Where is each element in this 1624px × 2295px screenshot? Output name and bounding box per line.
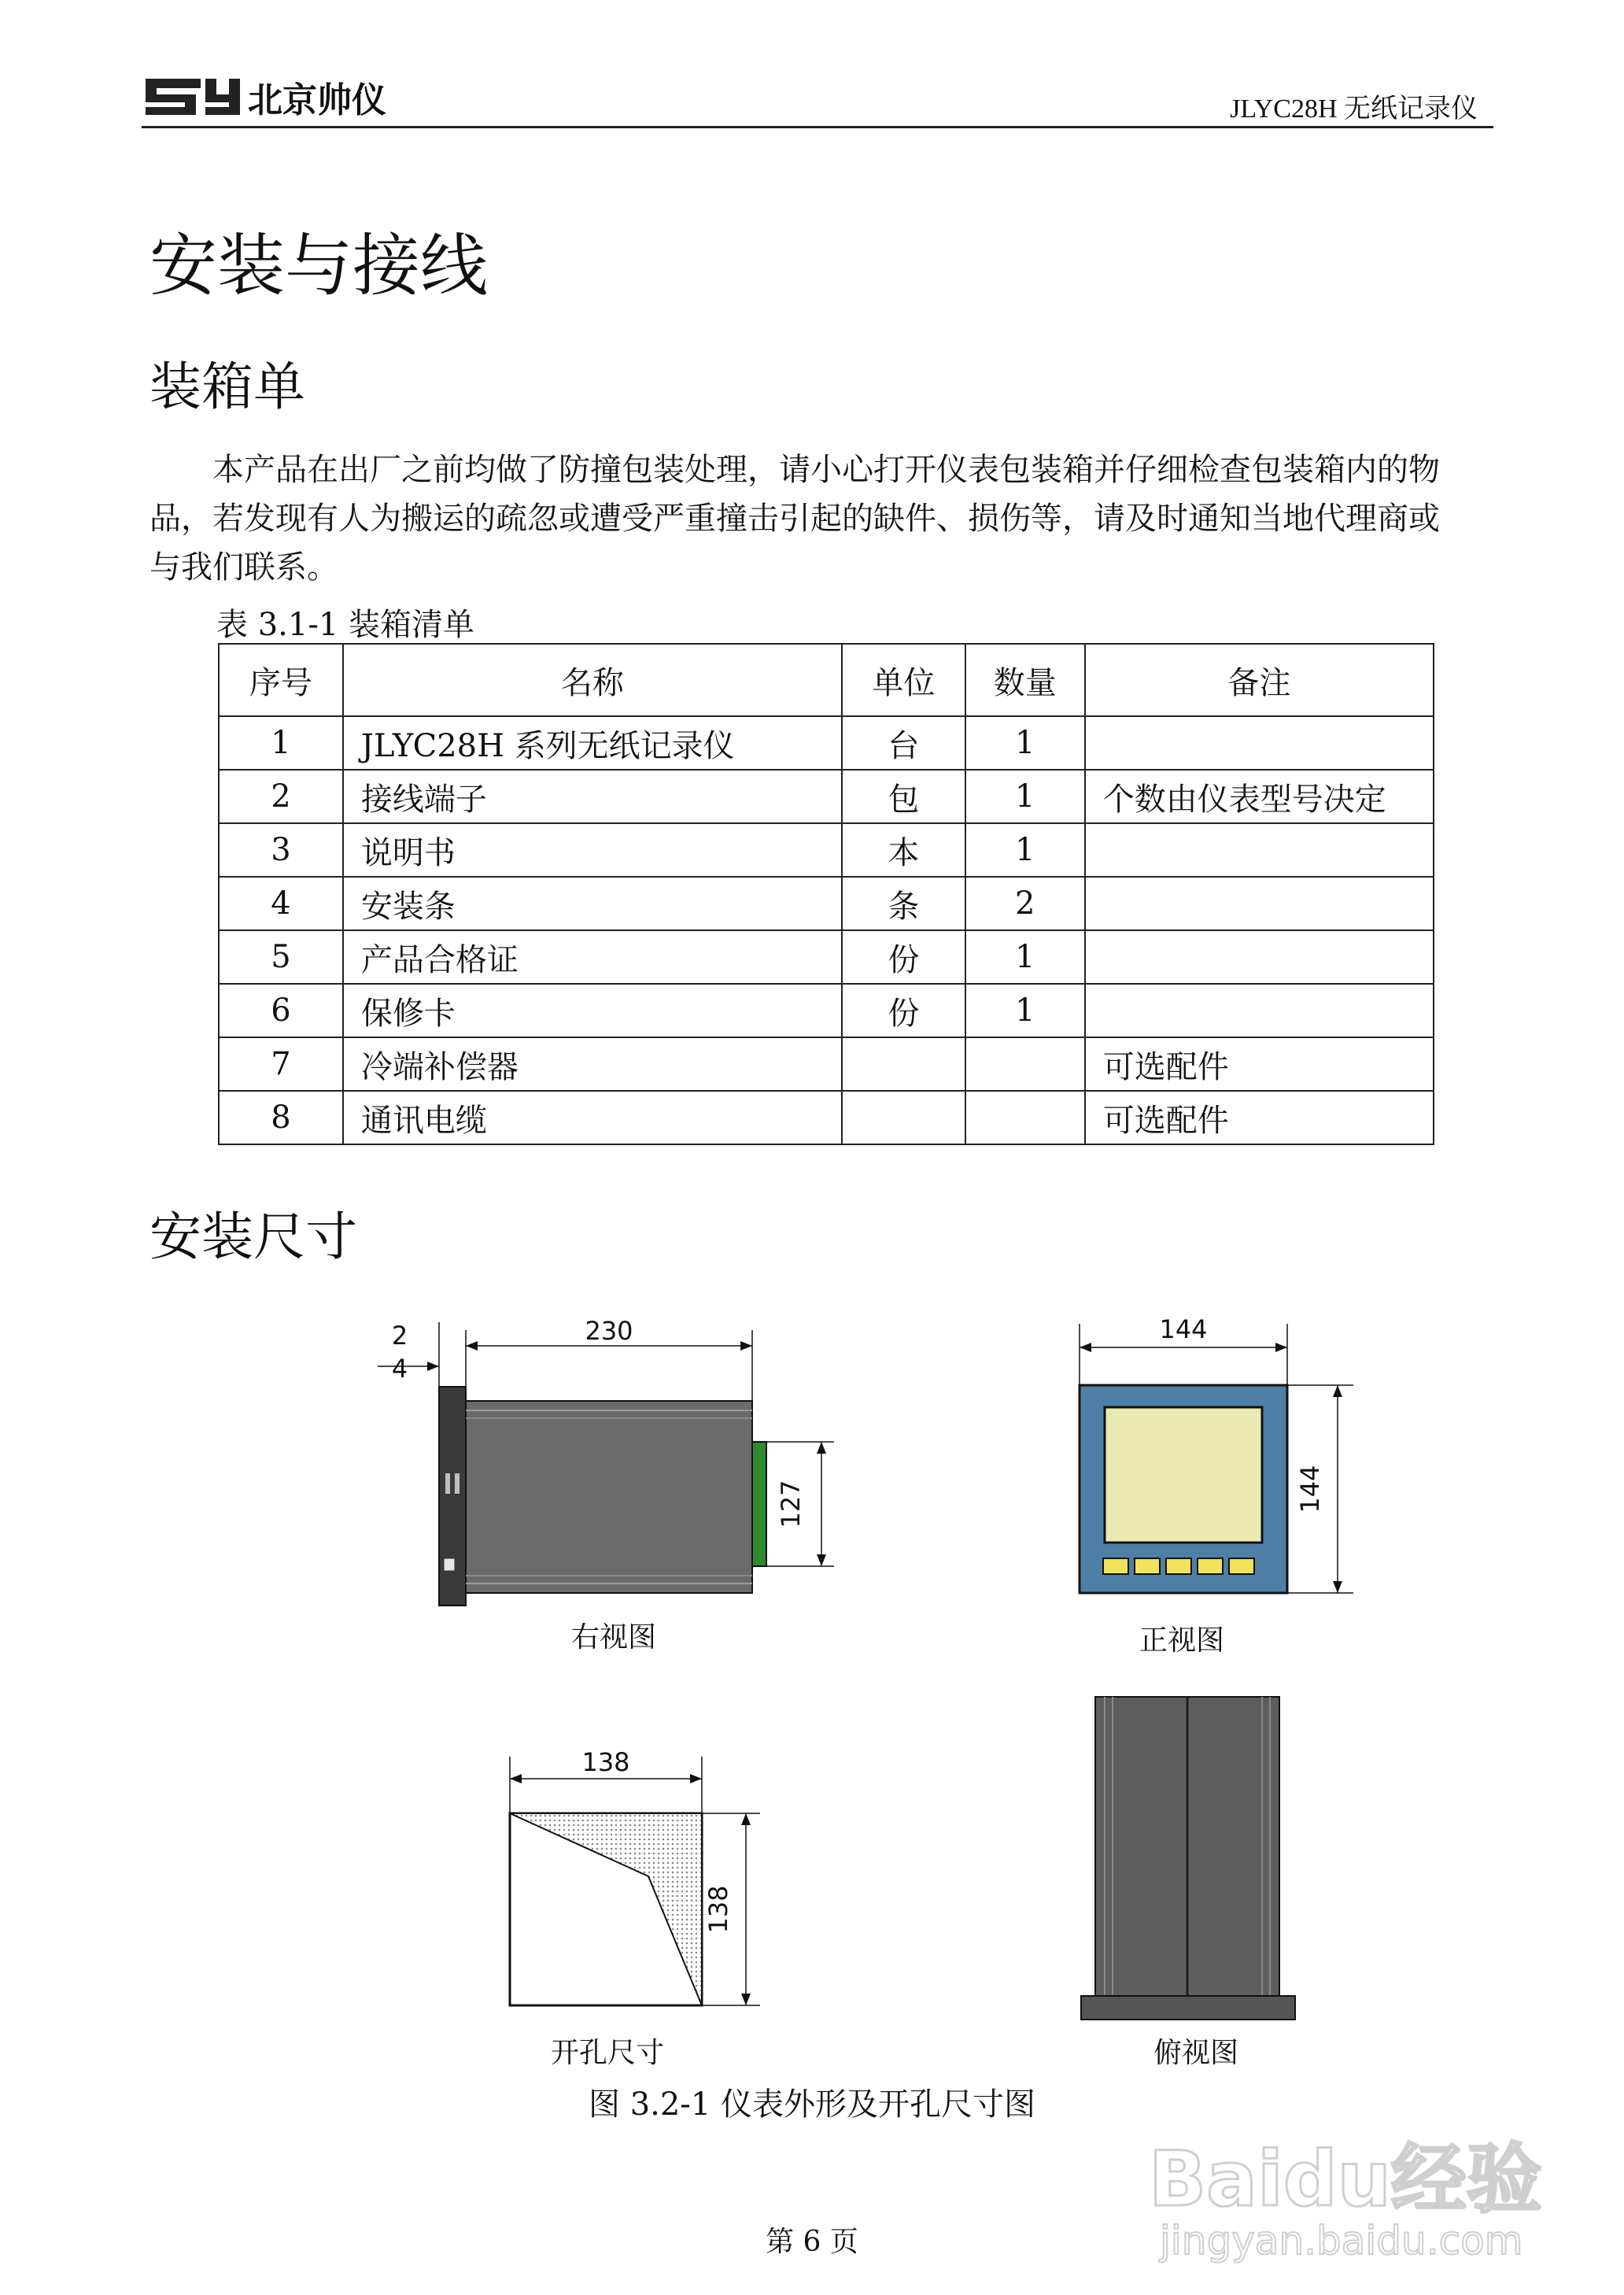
front-button <box>1166 1558 1191 1574</box>
front-screen <box>1105 1407 1262 1543</box>
cell-note <box>1085 984 1434 1037</box>
table-row <box>219 823 1434 877</box>
cutout-view <box>510 1747 760 2069</box>
front-button <box>1135 1558 1160 1574</box>
cell-index: 3 <box>219 823 343 877</box>
side-terminal-block <box>752 1442 766 1566</box>
front-view <box>1080 1314 1353 1657</box>
company-logo <box>146 72 429 120</box>
cell-qty: 1 <box>965 930 1085 984</box>
watermark-brand: Baidu经验 <box>1149 2135 1542 2223</box>
paragraph-line: 品，若发现有人为搬运的疏忽或遭受严重撞击引起的缺件、损伤等，请及时通知当地代理商或 <box>149 501 1440 537</box>
cutout-label: 开孔尺寸 <box>550 2037 665 2069</box>
col-header-qty: 数量 <box>965 644 1085 716</box>
cell-qty: 1 <box>965 770 1085 823</box>
top-view-label: 俯视图 <box>1153 2037 1239 2069</box>
cell-qty: 2 <box>965 877 1085 930</box>
cell-note <box>1085 930 1434 984</box>
dim-cutout-width: 138 <box>581 1747 630 1777</box>
logo-text: 北京帅仪 <box>248 80 386 120</box>
page-title: 安装与接线 <box>149 227 488 305</box>
cell-name: 冷端补偿器 <box>343 1037 842 1091</box>
table-header-row <box>219 644 1434 716</box>
cell-note: 可选配件 <box>1085 1037 1434 1091</box>
logo-sy-mark <box>146 79 240 115</box>
cell-qty <box>965 1037 1085 1091</box>
watermark-url: jingyan.baidu.com <box>1160 2218 1523 2264</box>
table-row <box>219 1091 1434 1144</box>
cell-unit <box>842 1091 965 1144</box>
cell-index: 8 <box>219 1091 343 1144</box>
cell-name: JLYC28H 系列无纸记录仪 <box>343 716 842 770</box>
dimension-drawing <box>0 1275 1624 2156</box>
cell-index: 2 <box>219 770 343 823</box>
cell-qty: 1 <box>965 823 1085 877</box>
side-view <box>378 1316 834 1654</box>
paragraph-line: 与我们联系。 <box>149 549 338 586</box>
figure-caption: 图 3.2-1 仪表外形及开孔尺寸图 <box>588 2086 1035 2123</box>
side-bezel <box>439 1387 466 1606</box>
col-header-note: 备注 <box>1085 644 1434 716</box>
page-number: 第 6 页 <box>766 2226 858 2258</box>
side-body <box>466 1401 752 1593</box>
col-header-unit: 单位 <box>842 644 965 716</box>
dim-side-bezel-top: 2 <box>391 1321 408 1351</box>
cell-name: 安装条 <box>343 877 842 930</box>
table-row <box>219 930 1434 984</box>
cell-unit: 份 <box>842 930 965 984</box>
cell-note <box>1085 877 1434 930</box>
cell-name: 说明书 <box>343 823 842 877</box>
section-heading-packing: 装箱单 <box>149 357 305 417</box>
packing-paragraph <box>149 445 1519 592</box>
cell-index: 4 <box>219 877 343 930</box>
front-button <box>1198 1558 1223 1574</box>
side-mount-slot <box>455 1473 460 1494</box>
cell-note: 个数由仪表型号决定 <box>1085 770 1434 823</box>
dim-front-width: 144 <box>1159 1314 1208 1344</box>
cell-qty: 1 <box>965 984 1085 1037</box>
table-row <box>219 877 1434 930</box>
header-divider <box>142 126 1493 128</box>
cell-index: 7 <box>219 1037 343 1091</box>
dim-side-depth: 230 <box>585 1316 633 1346</box>
cell-unit: 包 <box>842 770 965 823</box>
dim-side-bezel-bottom: 4 <box>391 1354 408 1384</box>
cell-name: 产品合格证 <box>343 930 842 984</box>
top-view <box>1081 1697 1295 2069</box>
side-mount-slot <box>445 1473 450 1494</box>
cell-note: 可选配件 <box>1085 1091 1434 1144</box>
cell-note <box>1085 823 1434 877</box>
cell-unit <box>842 1037 965 1091</box>
side-view-label: 右视图 <box>570 1621 657 1654</box>
top-bezel <box>1081 1996 1295 2020</box>
cell-qty: 1 <box>965 716 1085 770</box>
header-doc-title: JLYC28H 无纸记录仪 <box>1230 94 1478 124</box>
table-row <box>219 770 1434 823</box>
cell-unit: 本 <box>842 823 965 877</box>
table-caption: 表 3.1-1 装箱清单 <box>216 607 475 643</box>
section-heading-dimensions: 安装尺寸 <box>149 1207 357 1267</box>
dim-side-height: 127 <box>776 1480 806 1528</box>
cell-name: 接线端子 <box>343 770 842 823</box>
cell-qty <box>965 1091 1085 1144</box>
packing-list-table <box>218 643 1434 1145</box>
cell-index: 6 <box>219 984 343 1037</box>
front-view-label: 正视图 <box>1139 1624 1225 1657</box>
front-button <box>1103 1558 1128 1574</box>
table-row <box>219 1037 1434 1091</box>
col-header-index: 序号 <box>219 644 343 716</box>
col-header-name: 名称 <box>343 644 842 716</box>
cell-index: 1 <box>219 716 343 770</box>
table-row <box>219 984 1434 1037</box>
cell-index: 5 <box>219 930 343 984</box>
dim-front-height: 144 <box>1295 1465 1325 1513</box>
cell-name: 保修卡 <box>343 984 842 1037</box>
front-button <box>1229 1558 1254 1574</box>
cell-name: 通讯电缆 <box>343 1091 842 1144</box>
cell-note <box>1085 716 1434 770</box>
paragraph-line: 本产品在出厂之前均做了防撞包装处理，请小心打开仪表包装箱并仔细检查包装箱内的物 <box>212 452 1440 488</box>
cell-unit: 条 <box>842 877 965 930</box>
cell-unit: 台 <box>842 716 965 770</box>
cell-unit: 份 <box>842 984 965 1037</box>
side-latch <box>444 1558 455 1571</box>
table-row <box>219 716 1434 770</box>
dim-cutout-height: 138 <box>703 1885 733 1934</box>
